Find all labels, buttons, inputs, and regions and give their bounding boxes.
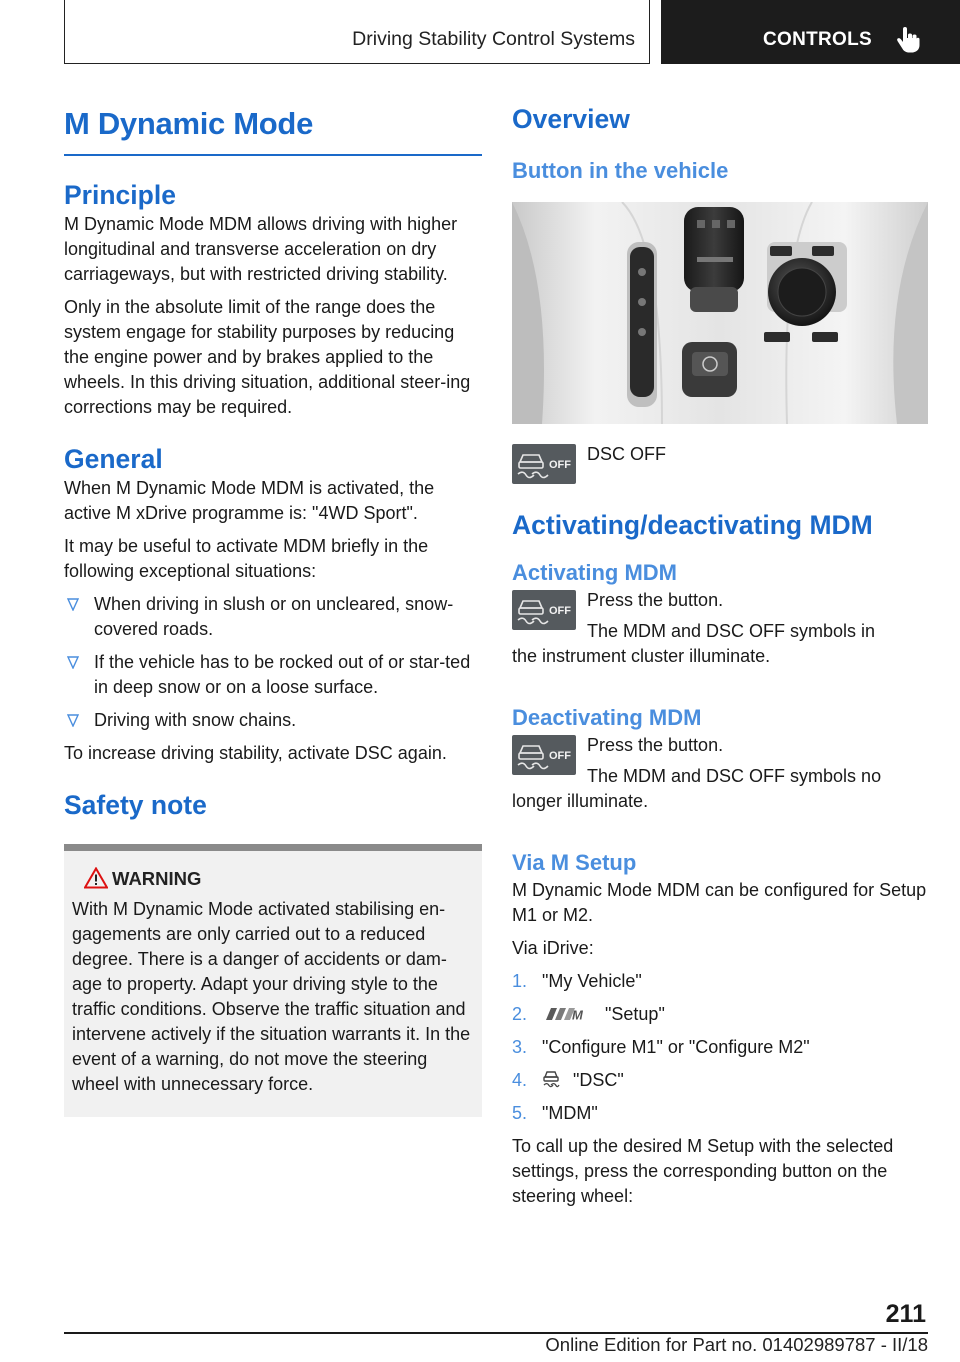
step-text: "DSC" [573,1070,624,1090]
activating-step-1: Press the button. [587,590,724,610]
general-paragraph-1: When M Dynamic Mode MDM is activated, the active M xDrive programme is: "4WD Sport". [64,477,435,523]
svg-text:OFF: OFF [549,459,571,471]
list-item-text: If the vehicle has to be rocked out of or star-ted in deep snow or on a loose surface. [94,651,471,697]
hand-pointer-icon [895,26,921,54]
button-in-vehicle-heading: Button in the vehicle [512,158,729,183]
warning-heading [72,867,474,891]
deactivating-mdm-heading: Deactivating MDM [512,705,702,730]
activating-deactivating-heading: Activating/deactivating MDM [512,510,873,540]
setup-paragraph-1: M Dynamic Mode MDM can be configured for Setup M1 or M2. [512,880,927,925]
list-item [64,592,482,642]
left-column [64,96,482,1117]
list-item-text: Driving with snow chains. [94,709,297,730]
step-text: "MDM" [542,1103,598,1123]
general-paragraph-3: To increase driving stability, activate DSC again. [64,742,447,763]
deactivating-instructions [512,733,930,789]
step-number: 1. [512,971,528,991]
deactivating-result: longer illuminate. [512,791,649,811]
dsc-car-icon [542,1069,560,1089]
safety-heading: Safety note [64,789,207,820]
svg-text:M: M [572,1007,583,1022]
title-rule [64,154,482,156]
warning-label: WARNING [112,867,202,889]
list-item [512,969,930,994]
warning-block [64,844,482,1117]
list-item [512,1068,930,1093]
via-m-setup-heading: Via M Setup [512,850,637,875]
page-header [0,0,960,66]
principle-heading: Principle [64,179,176,210]
dsc-off-label: DSC OFF [587,444,666,464]
list-item [512,1002,930,1027]
activating-result: the instrument cluster illuminate. [512,646,771,666]
center-console-photo [512,202,928,424]
svg-text:OFF: OFF [549,750,571,762]
deactivating-step-1: Press the button. [587,735,724,755]
dsc-off-icon [512,590,576,630]
svg-text:OFF: OFF [549,605,571,617]
footer-edition: Online Edition for Part no. 01402989787 - II/18 [545,1334,928,1355]
general-heading: General [64,443,163,474]
warning-bar [64,844,482,851]
list-item-text: When driving in slush or on uncleared, snow-covered roads. [94,593,454,639]
step-number: 4. [512,1070,528,1090]
step-number: 2. [512,1004,528,1024]
triangle-bullet-icon [67,598,79,611]
list-item [64,708,482,733]
step-number: 5. [512,1103,528,1123]
triangle-bullet-icon [67,714,79,727]
principle-paragraph-1: M Dynamic Mode MDM allows driving with higher longitudinal and transverse acceleration on dry carriageways, but with restricted driving stability. [64,213,458,284]
activating-instructions [512,588,930,644]
step-number: 3. [512,1037,528,1057]
activating-step-2: The MDM and DSC OFF symbols in [587,621,876,641]
right-column [512,96,930,1209]
general-paragraph-2: It may be useful to activate MDM briefly in the following exceptional situations: [64,535,429,581]
list-item [64,650,482,700]
chapter-tab-label: CONTROLS [763,29,873,50]
dsc-off-legend [512,442,930,482]
dsc-off-icon [512,735,576,775]
activating-mdm-heading: Activating MDM [512,560,677,585]
overview-heading: Overview [512,104,630,134]
step-text: "Setup" [605,1004,665,1024]
warning-box [64,851,482,1117]
principle-paragraph-2: Only in the absolute limit of the range does the system engage for stability purposes by reducing the engine power and by brakes applied to the wheels. In this driving situation, additional steer-ing corrections may be required. [64,296,471,417]
warning-triangle-icon [84,867,108,889]
setup-paragraph-2: Via iDrive: [512,938,594,958]
setup-steps-list [512,969,930,1126]
section-header-box [64,0,650,64]
warning-text: With M Dynamic Mode activated stabilising en-gagements are only carried out to a reduced degree. There is a danger of accidents or dam-age to property. Adapt your driving style to the traffic conditions. Observe the traffic situation and intervene actively if the situation warrants it. In the event of a warning, do not move the steering wheel with unnecessary force. [72,898,471,1094]
deactivating-step-2: The MDM and DSC OFF symbols no [587,766,882,786]
section-title: Driving Stability Control Systems [352,28,635,50]
step-text: "My Vehicle" [542,971,642,991]
dsc-off-icon [512,444,576,484]
step-text: "Configure M1" or "Configure M2" [542,1037,810,1057]
list-item [512,1101,930,1126]
situations-list [64,592,482,733]
page-title: M Dynamic Mode [64,106,314,141]
list-item [512,1035,930,1060]
center-console-illustration [512,202,928,424]
setup-paragraph-3: To call up the desired M Setup with the selected settings, press the corresponding button on the steering wheel: [512,1136,894,1206]
page-number: 211 [885,1300,926,1328]
m-logo-icon [542,1006,590,1022]
triangle-bullet-icon [67,656,79,669]
